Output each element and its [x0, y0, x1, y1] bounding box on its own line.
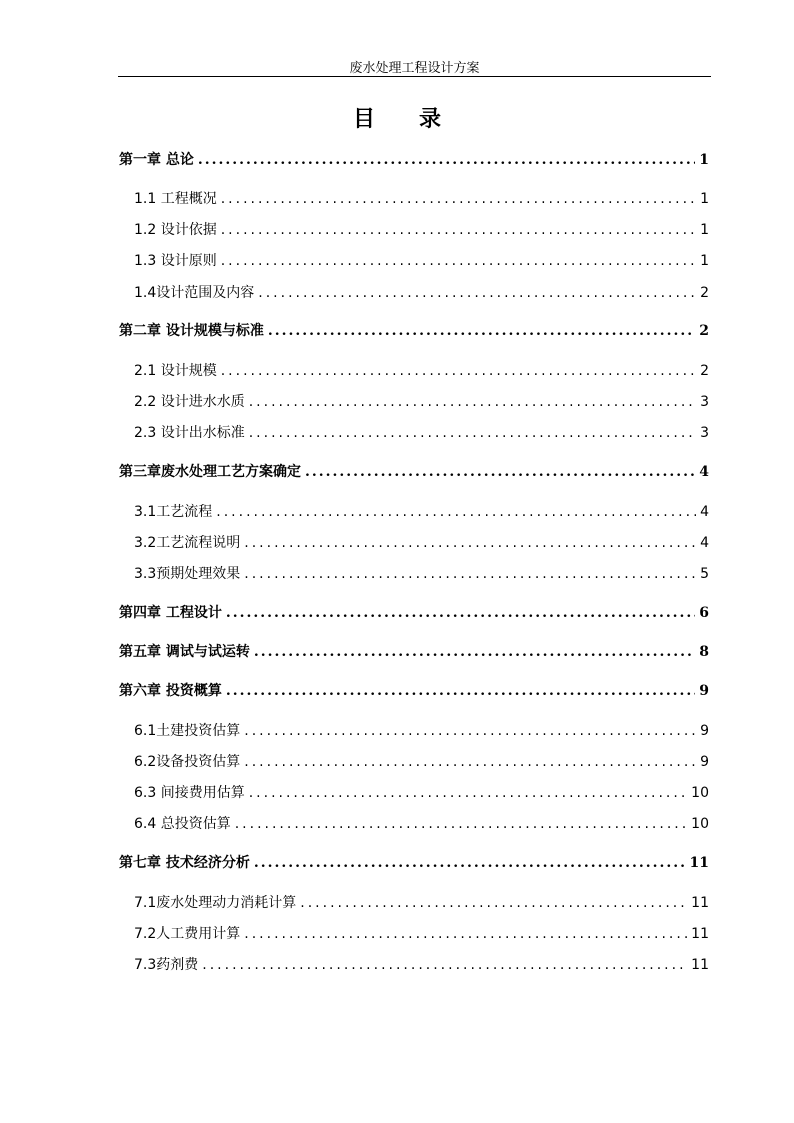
toc-section-entry[interactable] [134, 282, 709, 302]
toc-entry-label: 3.2工艺流程说明 [134, 535, 241, 551]
toc-leader-dots [221, 253, 696, 269]
toc-entry-page: 4 [700, 535, 709, 551]
toc-entry-label: 第六章 投资概算 [119, 683, 222, 699]
toc-chapter-entry[interactable] [119, 852, 709, 872]
toc-section-entry[interactable] [134, 422, 709, 442]
toc-entry-label: 第一章 总论 [119, 152, 194, 168]
toc-section-entry[interactable] [134, 532, 709, 552]
toc-chapter-entry[interactable] [119, 641, 709, 661]
toc-leader-dots [249, 394, 696, 410]
toc-entry-label: 第五章 调试与试运转 [119, 644, 250, 660]
toc-section-entry[interactable] [134, 923, 709, 943]
toc-entry-label: 1.1 工程概况 [134, 191, 217, 207]
toc-section-entry[interactable] [134, 360, 709, 380]
toc-entry-page: 9 [700, 754, 709, 770]
toc-leader-dots [202, 957, 687, 973]
toc-entry-label: 7.3药剂费 [134, 957, 199, 973]
toc-chapter-entry[interactable] [119, 602, 709, 622]
toc-entry-page: 1 [700, 253, 709, 269]
toc-leader-dots [244, 566, 696, 582]
toc-leader-dots [221, 191, 696, 207]
toc-leader-dots [244, 754, 696, 770]
toc-leader-dots [235, 816, 687, 832]
toc-entry-page: 11 [691, 957, 709, 973]
toc-leader-dots [268, 323, 695, 339]
toc-section-entry[interactable] [134, 720, 709, 740]
toc-entry-page: 1 [699, 152, 709, 168]
toc-entry-label: 1.3 设计原则 [134, 253, 217, 269]
toc-leader-dots [221, 363, 696, 379]
toc-section-entry[interactable] [134, 391, 709, 411]
toc-section-entry[interactable] [134, 563, 709, 583]
toc-leader-dots [221, 222, 696, 238]
toc-section-entry[interactable] [134, 954, 709, 974]
toc-entry-page: 9 [700, 723, 709, 739]
toc-entry-label: 3.1工艺流程 [134, 504, 213, 520]
toc-leader-dots [305, 464, 695, 480]
toc-entry-page: 11 [689, 855, 709, 871]
toc-entry-page: 2 [700, 285, 709, 301]
toc-section-entry[interactable] [134, 501, 709, 521]
toc-entry-page: 9 [699, 683, 709, 699]
toc-title-left: 目 [352, 106, 375, 132]
toc-leader-dots [244, 723, 696, 739]
toc-section-entry[interactable] [134, 751, 709, 771]
toc-section-entry[interactable] [134, 219, 709, 239]
toc-entry-label: 2.1 设计规模 [134, 363, 217, 379]
toc-entry-label: 7.1废水处理动力消耗计算 [134, 895, 297, 911]
toc-entry-page: 4 [700, 504, 709, 520]
toc-entry-label: 2.3 设计出水标准 [134, 425, 245, 441]
toc-section-entry[interactable] [134, 813, 709, 833]
toc-entry-label: 7.2人工费用计算 [134, 926, 241, 942]
toc-entry-page: 11 [691, 895, 709, 911]
toc-chapter-entry[interactable] [119, 461, 709, 481]
toc-entry-page: 6 [699, 605, 709, 621]
toc-section-entry[interactable] [134, 892, 709, 912]
toc-chapter-entry[interactable] [119, 320, 709, 340]
toc-leader-dots [244, 926, 687, 942]
toc-section-entry[interactable] [134, 188, 709, 208]
running-header: 废水处理工程设计方案 [349, 61, 480, 76]
toc-entry-page: 3 [700, 394, 709, 410]
toc-entry-label: 第二章 设计规模与标准 [119, 323, 264, 339]
toc-leader-dots [226, 683, 695, 699]
toc-leader-dots [258, 285, 696, 301]
toc-entry-label: 3.3预期处理效果 [134, 566, 241, 582]
toc-entry-label: 6.3 间接费用估算 [134, 785, 245, 801]
toc-entry-page: 2 [700, 363, 709, 379]
toc-entry-page: 11 [691, 926, 709, 942]
toc-title-right: 录 [419, 106, 442, 132]
toc-entry-page: 1 [700, 222, 709, 238]
toc-leader-dots [244, 535, 696, 551]
toc-entry-label: 1.2 设计依据 [134, 222, 217, 238]
toc-section-entry[interactable] [134, 250, 709, 270]
toc-leader-dots [249, 785, 687, 801]
toc-chapter-entry[interactable] [119, 680, 709, 700]
toc-leader-dots [254, 644, 695, 660]
toc-leader-dots [216, 504, 696, 520]
toc-entry-page: 8 [699, 644, 709, 660]
toc-chapter-entry[interactable] [119, 149, 709, 169]
toc-leader-dots [198, 152, 695, 168]
toc-entry-page: 1 [700, 191, 709, 207]
toc-section-entry[interactable] [134, 782, 709, 802]
toc-leader-dots [300, 895, 687, 911]
toc-entry-page: 10 [691, 785, 709, 801]
toc-entry-label: 第三章废水处理工艺方案确定 [119, 464, 301, 480]
toc-entry-page: 4 [699, 464, 709, 480]
toc-leader-dots [226, 605, 695, 621]
toc-entry-label: 6.1土建投资估算 [134, 723, 241, 739]
toc-entry-page: 5 [700, 566, 709, 582]
toc-entry-label: 2.2 设计进水水质 [134, 394, 245, 410]
toc-entry-label: 第七章 技术经济分析 [119, 855, 250, 871]
toc-entry-label: 1.4设计范围及内容 [134, 285, 255, 301]
toc-entry-page: 10 [691, 816, 709, 832]
toc-entry-page: 2 [699, 323, 709, 339]
toc-entry-page: 3 [700, 425, 709, 441]
toc-entry-label: 6.2设备投资估算 [134, 754, 241, 770]
toc-leader-dots [249, 425, 696, 441]
toc-entry-label: 第四章 工程设计 [119, 605, 222, 621]
toc-entry-label: 6.4 总投资估算 [134, 816, 231, 832]
toc-leader-dots [254, 855, 686, 871]
